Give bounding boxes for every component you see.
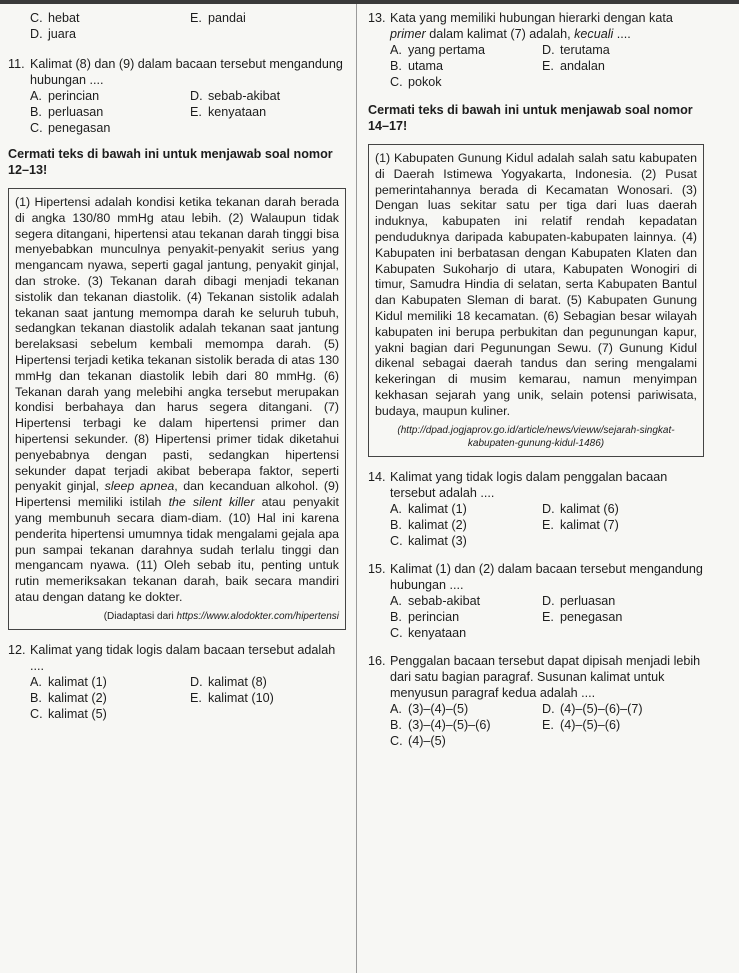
question-11: 11. Kalimat (8) dan (9) dalam bacaan tersebut mengandung hubungan .... [8,57,343,87]
option-b[interactable]: B. kalimat (2) [390,517,467,532]
option-d[interactable]: D. kalimat (6) [542,501,619,516]
question-15: 15. Kalimat (1) dan (2) dalam bacaan tersebut mengandung hubungan .... [368,561,703,592]
option-d[interactable]: D. terutama [542,43,610,57]
option-e[interactable]: E. andalan [542,59,605,73]
question-15-options [368,593,704,641]
option-d[interactable]: D. sebab-akibat [190,89,281,103]
instruction-14-17: Cermati teks di bawah ini untuk menjawab soal nomor 14–17! [368,103,693,133]
passage-source: (http://dpad.jogjaprov.go.id/article/news/vieww/sejarah-singkat-kabupaten-gunung-kidul-1486) [397,424,675,449]
option-a[interactable]: A. (3)–(4)–(5) [390,701,469,716]
option-a[interactable]: A. yang pertama [390,43,486,57]
question-13: 13. Kata yang memiliki hubungan hierarki dengan kata primer dalam kalimat (7) adalah, kecuali .... [368,11,673,41]
top-edge [0,0,739,4]
option-a[interactable]: A. kalimat (1) [30,674,107,689]
option-b[interactable]: B. kalimat (2) [30,690,107,705]
passage-source: (Diadaptasi dari https://www.alodokter.com/hipertensi [103,610,339,622]
option-d[interactable]: D. juara [30,27,77,41]
question-16: 16. Penggalan bacaan tersebut dapat dipisah menjadi lebih dari satu bagian paragraf. Susunan kalimat untuk menyusun paragraf kedua adalah .... [368,653,701,700]
option-c[interactable]: C. (4)–(5) [390,733,446,748]
option-e[interactable]: E. penegasan [542,609,623,624]
option-d[interactable]: D. kalimat (8) [190,674,267,689]
option-c[interactable]: C. kalimat (5) [30,706,107,721]
left-column [8,10,346,722]
option-c[interactable]: C. kenyataan [390,625,467,640]
option-c[interactable]: C. hebat [30,11,80,25]
option-e[interactable]: E. kenyataan [190,105,267,119]
option-c[interactable]: C. penegasan [30,121,111,135]
column-divider [356,4,357,973]
question-12-options [8,674,346,722]
question-14: 14. Kalimat yang tidak logis dalam penggalan bacaan tersebut adalah .... [368,469,668,500]
right-column [368,10,704,749]
option-a[interactable]: A. sebab-akibat [390,593,481,608]
question-11-options [8,88,346,136]
option-e[interactable]: E. kalimat (7) [542,517,619,532]
option-a[interactable]: A. perincian [30,89,100,103]
option-c[interactable]: C. kalimat (3) [390,533,467,548]
option-b[interactable]: B. utama [390,59,444,73]
passage-hipertensi: (1) Hipertensi adalah kondisi ketika tekanan darah berada di angka 130/80 mmHg atau lebih. (2) Walaupun tidak segera ditangani, hipertensi atau tekanan darah tinggi bisa menyebabkan munculnya penyakit-penyakit serius yang mengancam nyawa, seperti gagal jantung, penyakit ginjal, dan stroke. (3) Tekanan darah dibagi menjadi tekanan sistolik dan tekanan diastolik. (4) Tekanan sistolik adalah tekanan saat jantung memompa darah ke seluruh tubuh, sedangkan tekanan diastolik adalah tekanan saat jantung berelaksasi sebelum kembali memompa darah. (5) Hipertensi terjadi ketika tekanan sistolik berada di atas 130 mmHg dan tekanan diastolik lebih dari 80 mmHg. (6) Tekanan darah yang melebihi angka tersebut merupakan kondisi berbahaya dan harus segera ditangani. (7) Hipertensi terbagi ke dalam hipertensi primer dan hipertensi sekunder. (8) Hipertensi primer tidak diketahui penyebabnya dengan pasti, sedangkan hipertensi sekunder dapat terjadi akibat beberapa faktor, seperti penyakit ginjal, sleep apnea, dan kecanduan alkohol. (9) Hipertensi memiliki istilah the silent killer atau penyakit yang membunuh secara diam-diam. (10) Hal ini karena penderita hipertensi umumnya tidak mengalami gejala apa pun sampai tekanan darahnya sudah terlalu tinggi dan mengancam nyawa. (11) Oleh sebab itu, penting untuk rutin memeriksakan tekanan darah, baik secara mandiri atau dengan datang ke dokter. (Diadaptasi dari https://www.alodokter.com/hipertensi [8,188,346,630]
option-b[interactable]: B. (3)–(4)–(5)–(6) [390,717,491,732]
option-e[interactable]: E. (4)–(5)–(6) [542,717,621,732]
option-e[interactable]: E. pandai [190,11,246,25]
question-12: 12. Kalimat yang tidak logis dalam bacaan tersebut adalah .... [8,642,336,673]
option-c[interactable]: C. pokok [390,75,442,89]
option-a[interactable]: A. kalimat (1) [390,501,467,516]
question-13-options [368,42,704,90]
prev-question-options [8,10,346,42]
question-16-options [368,701,704,749]
option-d[interactable]: D. perluasan [542,593,616,608]
option-b[interactable]: B. perincian [390,609,460,624]
passage-gunung-kidul: (1) Kabupaten Gunung Kidul adalah salah satu kabupaten di Daerah Istimewa Yogyakarta, Indonesia. (2) Pusat pemerintahannya berada di Kecamatan Wonosari. (3) Dengan luas sekitar satu per tiga dari luas daerah induknya, kabupaten ini relatif rendah kepadatan penduduknya daripada kabupaten-kabupaten lainnya. (4) Kabupaten ini berbatasan dengan Kabupaten Klaten dan Kabupaten Sukoharjo di utara, Kabupaten Wonogiri di timur, Samudra Hindia di selatan, serta Kabupaten Bantul dan Kabupaten Sleman di barat. (5) Kabupaten Gunung Kidul memiliki 18 kecamatan. (6) Sebagian besar wilayah kabupaten ini berupa perbukitan dan pegunungan kapur, yakni bagian dari Pegunungan Sewu. (7) Gunung Kidul dikenal sebagai daerah tandus dan sering mengalami kekeringan di musim kemarau, namun menyimpan kekhasan sejarah yang unik, selain potensi pariwisata, budaya, maupun kuliner. (http://dpad.jogjaprov.go.id/article/news/vieww/sejarah-singkat-kabupaten-gunung-kidul-1486) [368,144,704,457]
question-14-options [368,501,704,549]
option-b[interactable]: B. perluasan [30,105,104,119]
option-d[interactable]: D. (4)–(5)–(6)–(7) [542,701,643,716]
instruction-12-13: Cermati teks di bawah ini untuk menjawab soal nomor 12–13! [8,147,333,177]
option-e[interactable]: E. kalimat (10) [190,690,274,705]
